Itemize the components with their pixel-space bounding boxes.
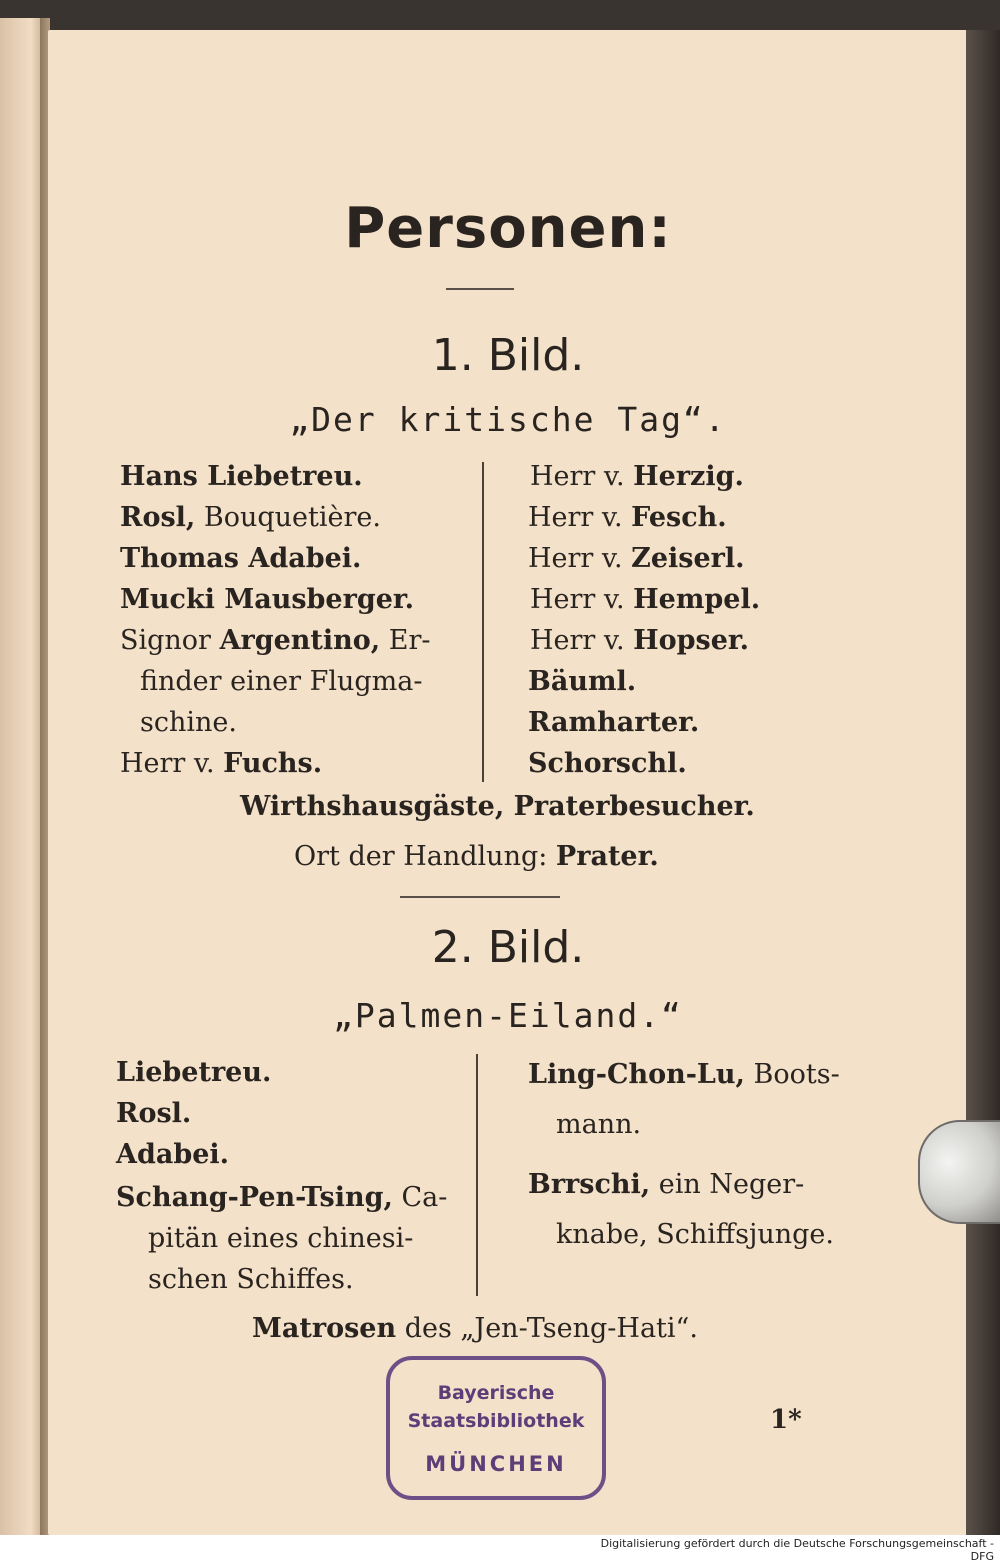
bild1-left-line: Signor Argentino, Er-	[120, 625, 431, 656]
bild1-left-line: Thomas Adabei.	[120, 543, 362, 574]
bild2-heading: 2. Bild.	[431, 922, 585, 973]
bild2-left-line: pitän eines chinesi-	[148, 1223, 414, 1254]
bild1-right-line: Herr v. Herzig.	[530, 461, 744, 492]
bild1-right-line: Schorschl.	[528, 748, 687, 779]
page-title: Personen:	[344, 196, 672, 261]
bild1-place: Ort der Handlung: Prater.	[294, 841, 659, 872]
left-page-edge	[0, 18, 44, 1535]
bild1-left-line: Hans Liebetreu.	[120, 461, 363, 492]
digitization-footer: Digitalisierung gefördert durch die Deutsche Forschungsgemeinschaft - DFG	[600, 1537, 994, 1563]
bild1-right-line: Ramharter.	[528, 707, 700, 738]
bild1-column-divider	[482, 462, 484, 782]
title-divider	[446, 288, 514, 290]
bild2-right-line: Brrschi, ein Neger-	[528, 1169, 805, 1200]
bild2-right-line: Ling-Chon-Lu, Boots-	[528, 1059, 840, 1090]
bild2-left-line: Schang-Pen-Tsing, Ca-	[116, 1182, 448, 1213]
page-clip-icon	[918, 1120, 1000, 1224]
bild1-right-line: Herr v. Zeiserl.	[528, 543, 745, 574]
bild2-crew: Matrosen des „Jen-Tseng-Hati“.	[252, 1313, 698, 1344]
bild1-left-line: finder einer Flugma-	[140, 666, 423, 697]
stamp-line: Staatsbibliothek	[407, 1410, 585, 1432]
section-divider	[400, 896, 560, 898]
bild2-column-divider	[476, 1054, 478, 1296]
bild1-right-line: Herr v. Hopser.	[530, 625, 750, 656]
bild1-right-line: Bäuml.	[528, 666, 637, 697]
bild1-left-line: Rosl, Bouquetière.	[120, 502, 381, 533]
library-stamp	[386, 1356, 606, 1500]
bild2-subtitle: „Palmen-Eiland.“	[333, 996, 683, 1035]
right-scan-edge	[966, 30, 1000, 1535]
bild2-left-line: Liebetreu.	[116, 1057, 272, 1088]
stamp-line: MÜNCHEN	[425, 1452, 567, 1476]
bild2-right-line: mann.	[556, 1109, 642, 1140]
bild1-subtitle: „Der kritische Tag“.	[289, 400, 727, 439]
bild1-heading: 1. Bild.	[431, 330, 585, 381]
bild2-left-line: schen Schiffes.	[148, 1264, 354, 1295]
bild1-left-line: schine.	[140, 707, 237, 738]
bild1-right-line: Herr v. Hempel.	[530, 584, 761, 615]
stamp-line: Bayerische	[437, 1382, 555, 1404]
bild1-guests: Wirthshausgäste, Praterbesucher.	[240, 791, 755, 822]
bild2-left-line: Rosl.	[116, 1098, 192, 1129]
bild1-left-line: Mucki Mausberger.	[120, 584, 415, 615]
bild2-left-line: Adabei.	[116, 1139, 230, 1170]
bild1-left-line: Herr v. Fuchs.	[120, 748, 323, 779]
bild2-right-line: knabe, Schiffsjunge.	[556, 1219, 834, 1250]
bild1-right-line: Herr v. Fesch.	[528, 502, 727, 533]
page-number: 1*	[770, 1405, 802, 1435]
